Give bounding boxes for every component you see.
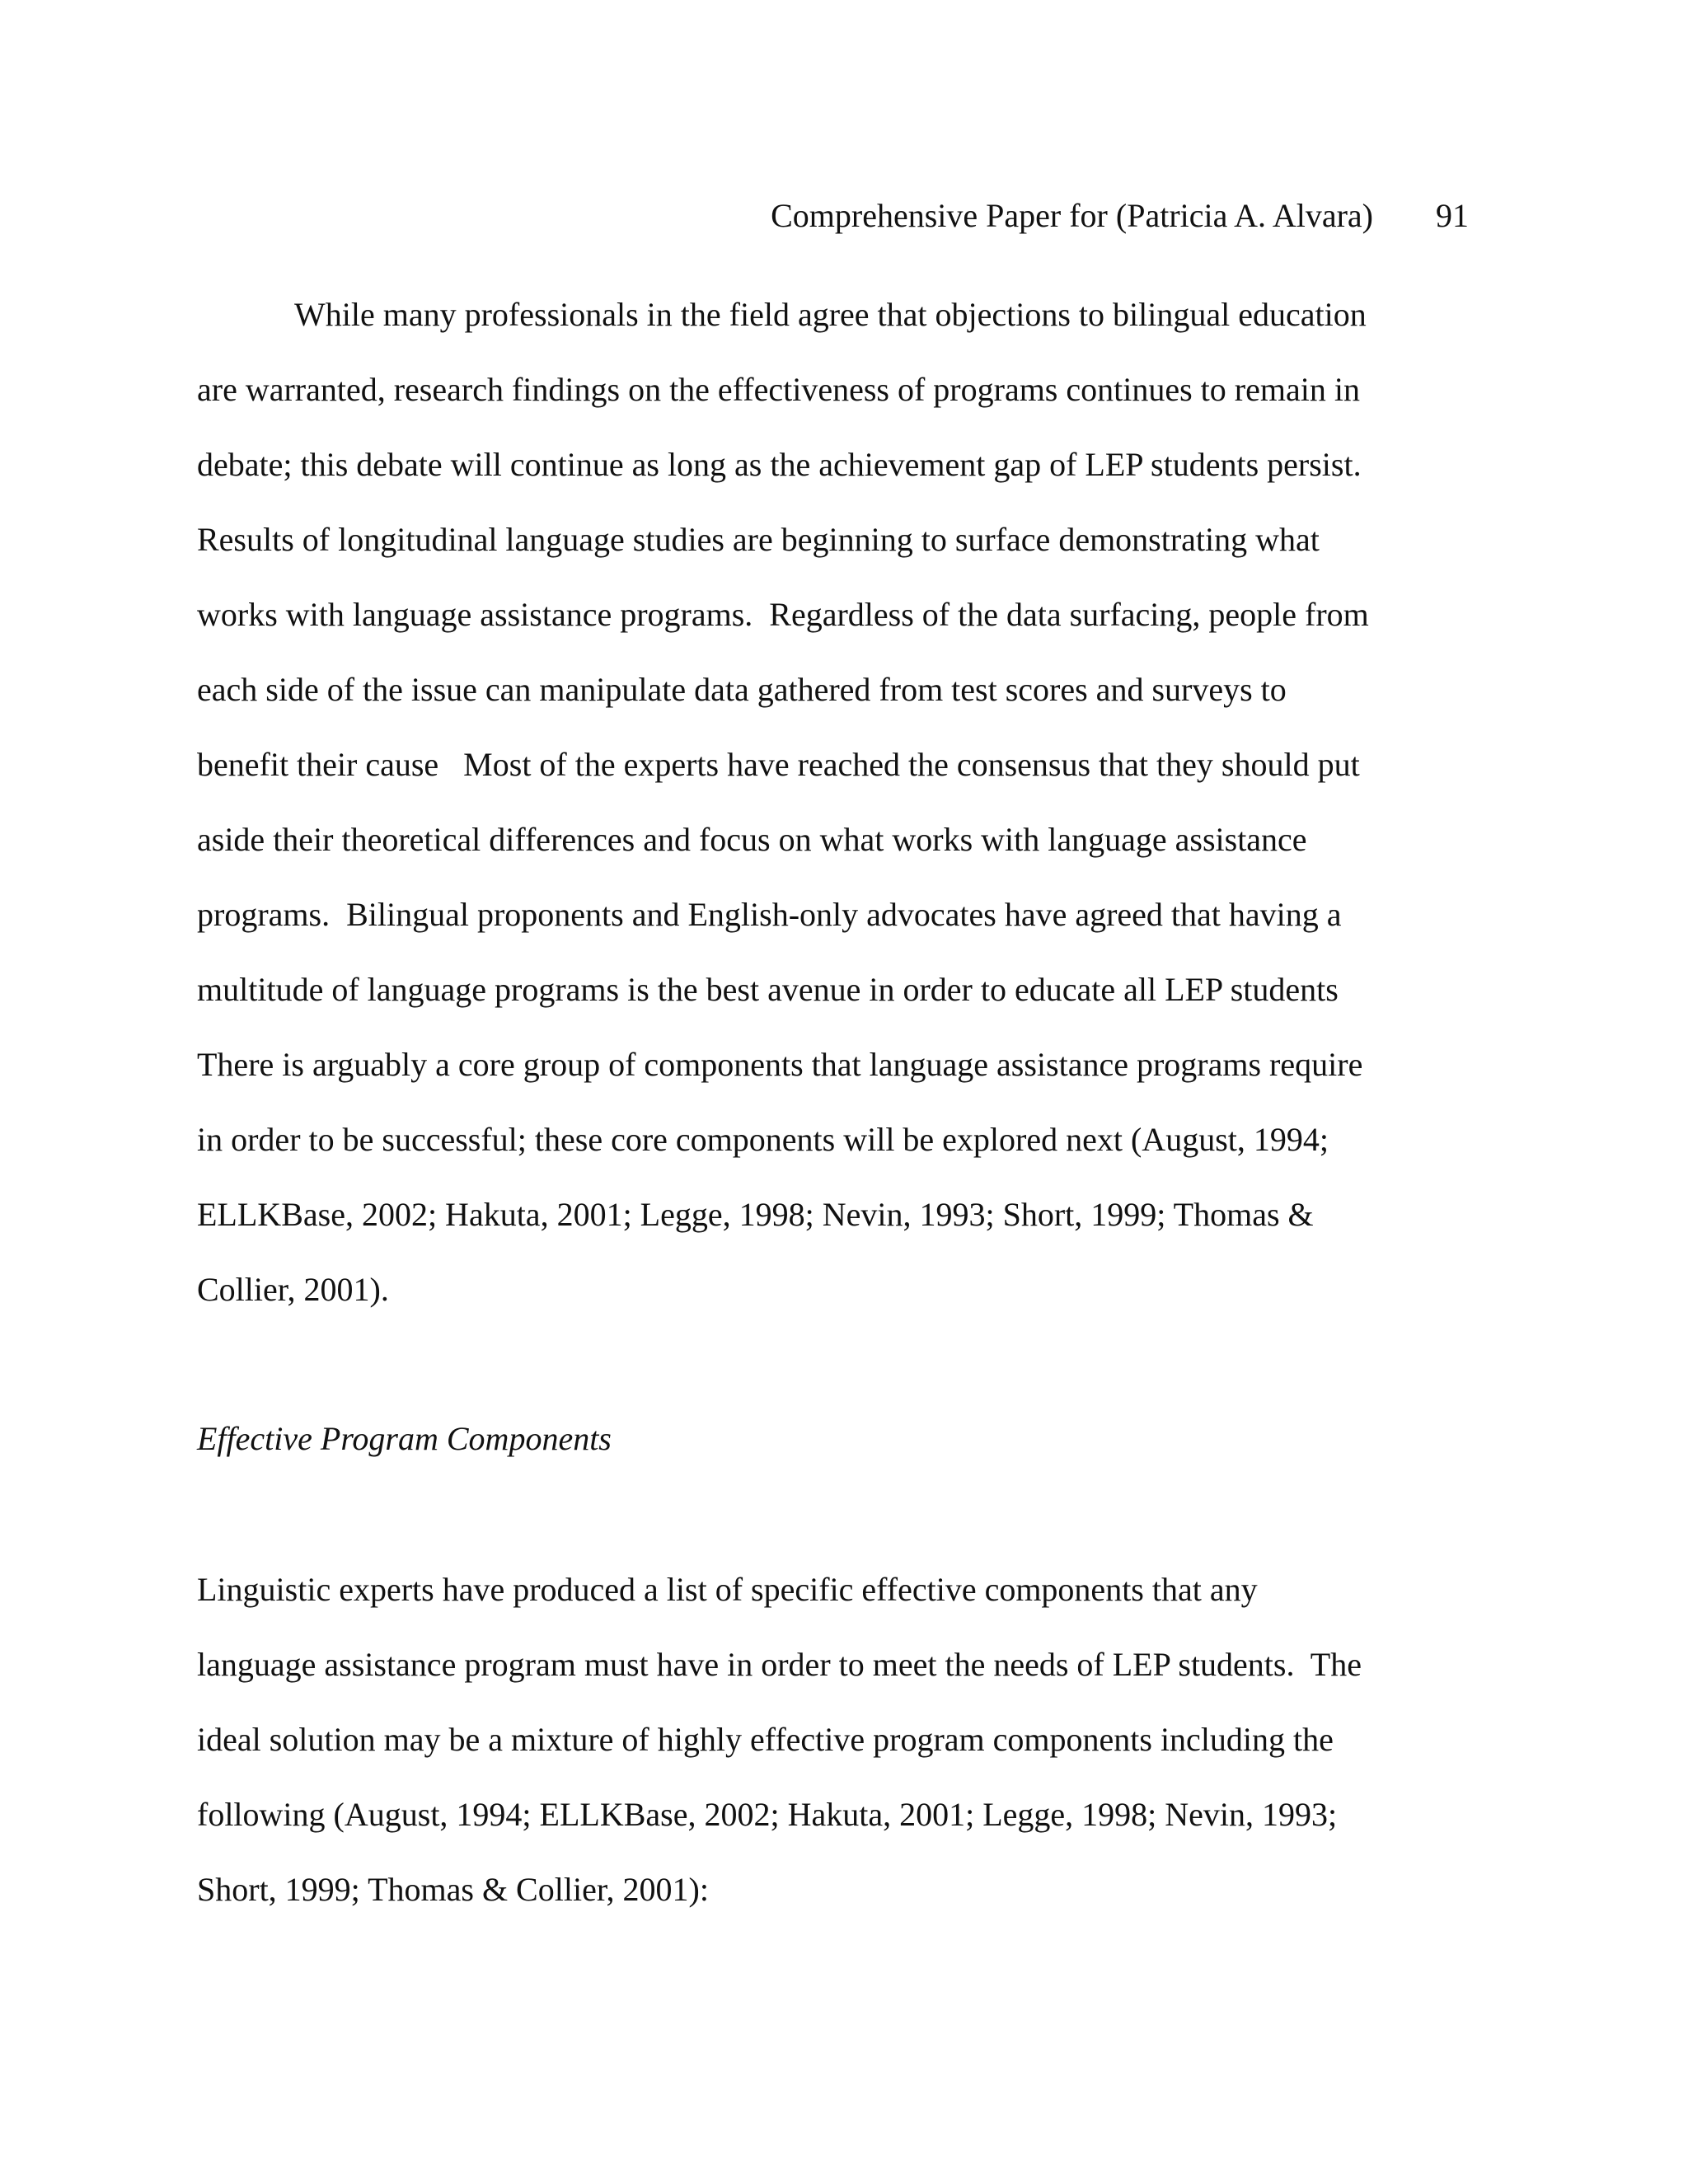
running-head [0,194,1469,237]
paragraph-line: language assistance program must have in order to meet the needs of LEP students. The [197,1646,1362,1683]
paragraph-line: Collier, 2001). [197,1271,389,1308]
paragraph-line: debate; this debate will continue as long as the achievement gap of LEP students persist. [197,446,1362,483]
paragraph-line: ideal solution may be a mixture of highly effective program components including the [197,1721,1334,1758]
paragraph-line: ELLKBase, 2002; Hakuta, 2001; Legge, 1998; Nevin, 1993; Short, 1999; Thomas & [197,1196,1314,1233]
paragraph-line: are warranted, research findings on the effectiveness of programs continues to remain in [197,371,1360,408]
paragraph-line: following (August, 1994; ELLKBase, 2002; Hakuta, 2001; Legge, 1998; Nevin, 1993; [197,1796,1338,1833]
paragraph-1 [197,277,1400,1327]
paragraph-line: in order to be successful; these core components will be explored next (August, 1994; [197,1121,1329,1158]
paragraph-line: works with language assistance programs. Regardless of the data surfacing, people from [197,596,1369,633]
paragraph-line: While many professionals in the field agree that objections to bilingual education [294,296,1367,333]
paragraph-line: aside their theoretical differences and focus on what works with language assistance [197,821,1307,858]
page-number: 91 [1436,197,1469,234]
paragraph-line: Results of longitudinal language studies are beginning to surface demonstrating what [197,521,1320,558]
paragraph-line: benefit their cause Most of the experts have reached the consensus that they should put [197,746,1360,783]
running-title: Comprehensive Paper for (Patricia A. Alvara) [771,197,1373,234]
paragraph-line: programs. Bilingual proponents and English-only advocates have agreed that having a [197,896,1342,933]
paragraph-line: each side of the issue can manipulate data gathered from test scores and surveys to [197,671,1287,708]
paragraph-line: There is arguably a core group of components that language assistance programs require [197,1046,1363,1083]
paragraph-line: Short, 1999; Thomas & Collier, 2001): [197,1871,709,1908]
paragraph-2 [197,1552,1400,1927]
paragraph-line: multitude of language programs is the best avenue in order to educate all LEP students [197,971,1339,1008]
section-heading: Effective Program Components [197,1420,612,1457]
paragraph-line: Linguistic experts have produced a list of specific effective components that any [197,1571,1258,1608]
